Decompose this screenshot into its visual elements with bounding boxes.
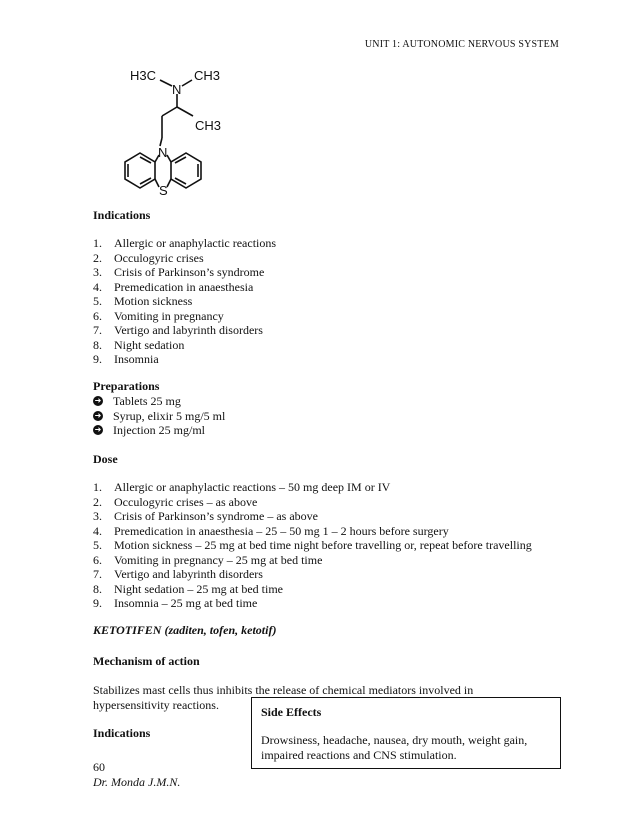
list-item: 2. Occulogyric crises bbox=[93, 250, 204, 265]
list-item: 3. Crisis of Parkinson’s syndrome bbox=[93, 265, 265, 279]
list-item: 5. Motion sickness bbox=[93, 294, 193, 308]
list-item: 9. Insomnia – 25 mg at bed time bbox=[93, 596, 258, 610]
list-item: ➜ Tablets 25 mg bbox=[94, 394, 181, 408]
list-item: 4. Premedication in anaesthesia bbox=[93, 279, 254, 294]
chemical-structure-diagram bbox=[88, 56, 238, 206]
author-footer: Dr. Monda J.M.N. bbox=[93, 775, 181, 789]
arrow-bullet-icon: ➜ bbox=[94, 425, 102, 435]
indications-heading: Indications bbox=[93, 208, 151, 222]
list-item: 5. Motion sickness – 25 mg at bed time night before travelling or, repeat before travelling bbox=[93, 538, 532, 552]
list-item: 7. Vertigo and labyrinth disorders bbox=[93, 567, 263, 581]
indications-heading-2: Indications bbox=[93, 726, 151, 740]
list-item: 7. Vertigo and labyrinth disorders bbox=[93, 323, 263, 337]
arrow-bullet-icon: ➜ bbox=[94, 410, 102, 420]
list-item: 6. Vomiting in pregnancy bbox=[93, 308, 224, 323]
ring-s-label: S bbox=[159, 183, 168, 198]
list-item: ➜ Syrup, elixir 5 mg/5 ml bbox=[94, 408, 226, 423]
list-item: 6. Vomiting in pregnancy – 25 mg at bed time bbox=[93, 552, 323, 567]
ring-n-label: N bbox=[158, 145, 168, 160]
dose-heading: Dose bbox=[93, 452, 118, 466]
mechanism-line-1: Stabilizes mast cells thus inhibits the release of chemical mediators involved in bbox=[93, 683, 474, 697]
preparations-heading: Preparations bbox=[93, 379, 160, 393]
arrow-bullet-icon: ➜ bbox=[94, 396, 102, 406]
methyl-label-side: CH3 bbox=[195, 118, 222, 133]
list-item: 4. Premedication in anaesthesia – 25 – 50 mg 1 – 2 hours before surgery bbox=[93, 523, 449, 538]
running-header: UNIT 1: AUTONOMIC NERVOUS SYSTEM bbox=[364, 39, 559, 50]
list-item: 2. Occulogyric crises – as above bbox=[93, 494, 258, 509]
amine-n-label: N bbox=[172, 82, 182, 97]
list-item: 8. Night sedation – 25 mg at bed time bbox=[93, 581, 283, 596]
list-item: ➜ Injection 25 mg/ml bbox=[94, 423, 205, 437]
list-item: 8. Night sedation bbox=[93, 337, 185, 352]
mechanism-line-2: hypersensitivity reactions. bbox=[93, 698, 219, 712]
list-item: 1. Allergic or anaphylactic reactions bbox=[93, 236, 277, 250]
list-item: 3. Crisis of Parkinson’s syndrome – as above bbox=[93, 509, 318, 523]
side-effects-box bbox=[251, 697, 561, 769]
list-item: 9. Insomnia bbox=[93, 352, 159, 366]
ketotifen-title: KETOTIFEN (zaditen, tofen, ketotif) bbox=[93, 623, 277, 637]
preparations-list bbox=[93, 394, 225, 438]
methyl-label-left: H3C bbox=[130, 68, 157, 83]
dose-list bbox=[93, 480, 613, 611]
methyl-label-right: CH3 bbox=[194, 68, 221, 83]
indications-list bbox=[93, 236, 276, 367]
side-effects-title: Side Effects bbox=[261, 705, 322, 719]
list-item: 1. Allergic or anaphylactic reactions – 50 mg deep IM or IV bbox=[93, 480, 391, 494]
side-effects-body: Drowsiness, headache, nausea, dry mouth, weight gain, impaired reactions and CNS stimulation. bbox=[261, 733, 528, 762]
mechanism-heading: Mechanism of action bbox=[93, 654, 200, 668]
page-number: 60 bbox=[93, 760, 105, 774]
